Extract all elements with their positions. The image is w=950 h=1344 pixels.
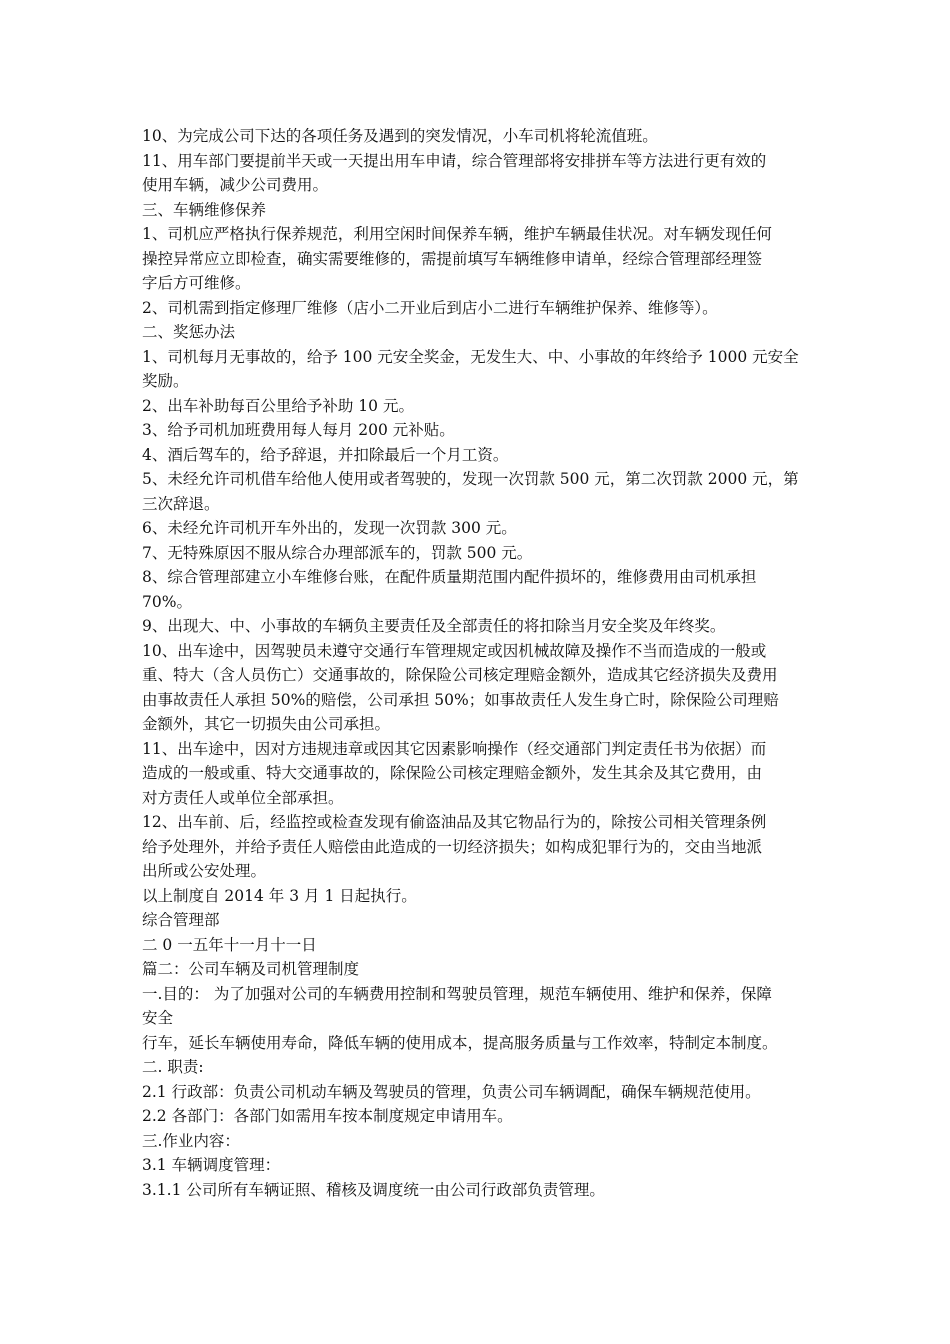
text-line: 重、特大（含人员伤亡）交通事故的，除保险公司核定理赔金额外，造成其它经济损失及费用 bbox=[142, 666, 778, 684]
text-line: 2.2 各部门：各部门如需用车按本制度规定申请用车。 bbox=[142, 1107, 513, 1125]
document-page bbox=[142, 124, 814, 1202]
text-line: 使用车辆，减少公司费用。 bbox=[142, 176, 329, 194]
text-line: 安全 bbox=[142, 1009, 174, 1027]
text-line: 操控异常应立即检查，确实需要维修的，需提前填写车辆维修申请单，经综合管理部经理签 bbox=[142, 249, 763, 268]
text-line: 3.1.1 公司所有车辆证照、稽核及调度统一由公司行政部负责管理。 bbox=[142, 1180, 605, 1199]
text-line: 10、为完成公司下达的各项任务及遇到的突发情况，小车司机将轮流值班。 bbox=[142, 127, 658, 145]
text-line: 6、未经允许司机开车外出的，发现一次罚款 300 元。 bbox=[142, 519, 517, 537]
text-line: 10、出车途中，因驾驶员未遵守交通行车管理规定或因机械故障及操作不当而造成的一般或 bbox=[142, 641, 767, 660]
section-heading: 三、车辆维修保养 bbox=[142, 200, 267, 219]
text-line: 8、综合管理部建立小车维修台账，在配件质量期范围内配件损坏的，维修费用由司机承担 bbox=[142, 568, 757, 586]
chapter-title: 篇二：公司车辆及司机管理制度 bbox=[142, 960, 360, 978]
signature-date: 二 0 一五年十一月十一日 bbox=[142, 935, 317, 954]
text-line: 4、酒后驾车的，给予辞退，并扣除最后一个月工资。 bbox=[142, 445, 509, 464]
text-line: 由事故责任人承担 50%的赔偿，公司承担 50%；如事故责任人发生身亡时，除保险公司理赔 bbox=[142, 690, 779, 709]
text-line: 字后方可维修。 bbox=[142, 274, 251, 292]
text-line: 行车，延长车辆使用寿命，降低车辆的使用成本，提高服务质量与工作效率，特制定本制度。 bbox=[142, 1033, 778, 1052]
text-line: 金额外，其它一切损失由公司承担。 bbox=[142, 715, 391, 733]
text-line: 给予处理外，并给予责任人赔偿由此造成的一切经济损失；如构成犯罪行为的，交由当地派 bbox=[142, 837, 763, 856]
section-heading: 二、奖惩办法 bbox=[142, 323, 236, 341]
text-line: 2.1 行政部：负责公司机动车辆及驾驶员的管理，负责公司车辆调配，确保车辆规范使用。 bbox=[142, 1082, 761, 1101]
text-line: 对方责任人或单位全部承担。 bbox=[142, 788, 344, 807]
text-line: 3、给予司机加班费用每人每月 200 元补贴。 bbox=[142, 421, 455, 439]
text-line: 7、无特殊原因不服从综合办理部派车的，罚款 500 元。 bbox=[142, 543, 533, 562]
section-heading: 二. 职责: bbox=[142, 1058, 204, 1076]
text-line: 11、用车部门要提前半天或一天提出用车申请，综合管理部将安排拼车等方法进行更有效的 bbox=[142, 151, 767, 170]
text-line: 70%。 bbox=[142, 592, 192, 611]
section-heading: 三.作业内容： bbox=[142, 1131, 240, 1150]
text-line: 2、出车补助每百公里给予补助 10 元。 bbox=[142, 396, 414, 415]
text-line: 1、司机每月无事故的，给予 100 元安全奖金，无发生大、中、小事故的年终给予 1000 元安全 bbox=[142, 347, 799, 366]
text-line: 9、出现大、中、小事故的车辆负主要责任及全部责任的将扣除当月安全奖及年终奖。 bbox=[142, 617, 726, 635]
text-line: 三次辞退。 bbox=[142, 494, 220, 513]
subsection-heading: 3.1 车辆调度管理： bbox=[142, 1156, 281, 1174]
text-line: 5、未经允许司机借车给他人使用或者驾驶的，发现一次罚款 500 元，第二次罚款 2000 元，第 bbox=[142, 470, 799, 488]
text-line: 2、司机需到指定修理厂维修（店小二开业后到店小二进行车辆维护保养、维修等）。 bbox=[142, 298, 718, 317]
text-line: 12、出车前、后，经监控或检查发现有偷盗油品及其它物品行为的，除按公司相关管理条例 bbox=[142, 813, 767, 831]
text-line: 以上制度自 2014 年 3 月 1 日起执行。 bbox=[142, 886, 417, 905]
text-line: 11、出车途中，因对方违规违章或因其它因素影响操作（经交通部门判定责任书为依据）而 bbox=[142, 739, 767, 758]
text-line: 出所或公安处理。 bbox=[142, 862, 267, 880]
text-line: 奖励。 bbox=[142, 372, 189, 390]
text-line: 一.目的： 为了加强对公司的车辆费用控制和驾驶员管理，规范车辆使用、维护和保养，保障 bbox=[142, 984, 772, 1003]
signature-department: 综合管理部 bbox=[142, 911, 220, 929]
text-line: 1、司机应严格执行保养规范，利用空闲时间保养车辆，维护车辆最佳状况。对车辆发现任何 bbox=[142, 225, 772, 243]
text-line: 造成的一般或重、特大交通事故的，除保险公司核定理赔金额外，发生其余及其它费用，由 bbox=[142, 764, 763, 782]
